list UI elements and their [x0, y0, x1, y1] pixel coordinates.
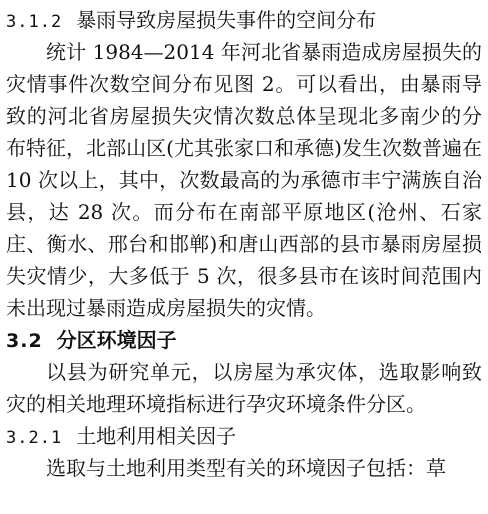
- paragraph-spatial-distribution: 统计 1984—2014 年河北省暴雨造成房屋损失的灾情事件次数空间分布见图 2。可以看出，由暴雨导致的河北省房屋损失灾情次数总体呈现北多南少的分布特征，北部山区(尤其张家口和承德)发生次数普遍在 10 次以上，其中，次数最高的为承德市丰宁满族自治县，达 28 次。而分布在南部平原地区(沧州、石家庄、衡水、邢台和邯郸)和唐山西部的县市暴雨房屋损失灾情少，大多低于 5 次，很多县市在该时间范围内未出现过暴雨造成房屋损失的灾情。: [6, 40, 482, 320]
- section-title: 分区环境因子: [56, 328, 177, 352]
- paragraph-land-use-factors: 选取与土地利用类型有关的环境因子包括：草: [46, 456, 446, 480]
- section-title: 土地利用相关因子: [76, 424, 237, 448]
- paragraph-zoning-factors: 以县为研究单元，以房屋为承灾体，选取影响致灾的相关地理环境指标进行孕灾环境条件分区。: [6, 360, 482, 416]
- section-heading-3-1-2: [6, 4, 482, 36]
- section-number: 3.2.1: [6, 428, 63, 448]
- section-title: 暴雨导致房屋损失事件的空间分布: [76, 8, 377, 32]
- section-number: 3.2: [6, 330, 43, 352]
- section-number: 3.1.2: [6, 12, 63, 32]
- section-heading-3-2-1: [6, 420, 482, 452]
- section-heading-3-2: [6, 324, 482, 356]
